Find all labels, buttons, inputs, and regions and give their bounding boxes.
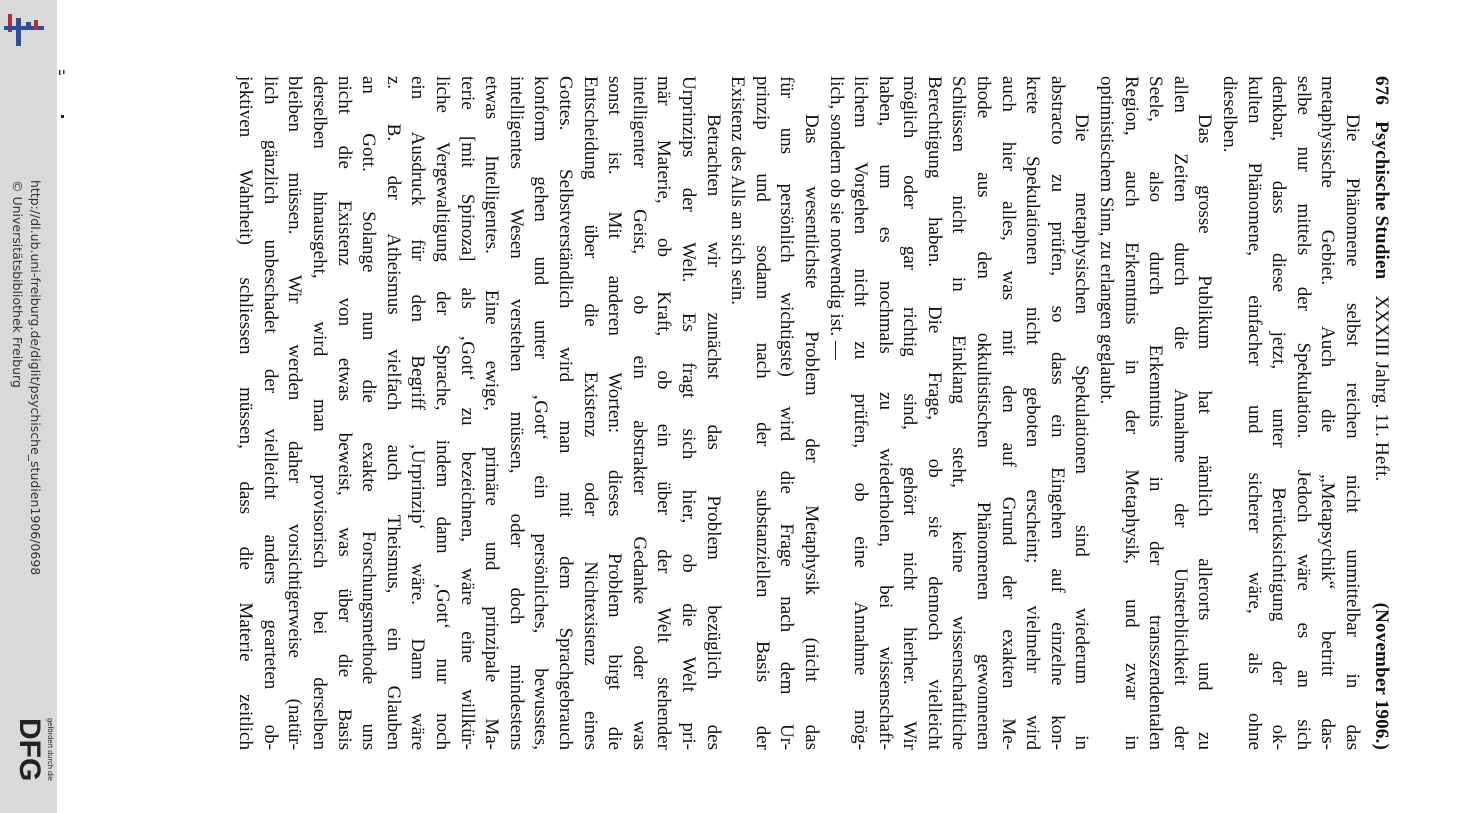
text-line: lichem Vorgehen nicht zu prüfen, ob eine Annahme mög-: [850, 76, 872, 750]
paragraph: [233, 76, 725, 750]
text-line: Die Phänomene selbst reichen nicht unmittelbar in das: [1342, 114, 1363, 750]
text-line: abstracto zu prüfen, so dass ein Eingehen auf einzelne kon-: [1046, 76, 1068, 750]
text-line: an Gott. Solange nun die exakte Forschungsmethode uns: [358, 76, 380, 750]
text-line: Schlüssen nicht in Einklang steht, keine wissenschaftliche: [948, 76, 970, 750]
text-line: Region, auch Erkenntnis in der Metaphysik, und zwar in: [1120, 76, 1142, 750]
journal-title: Psychische Studien: [1371, 121, 1392, 280]
issue-date: (November 1906.): [1371, 602, 1392, 750]
funder-caption: gefördert durch die: [46, 718, 55, 781]
running-head: [1369, 76, 1394, 750]
text-line: Gottes. Selbstverständlich wird man mit dem Sprachgebrauch: [555, 76, 576, 750]
text-line: sonst ist. Mit anderen Worten: dieses Problem birgt die: [604, 76, 626, 750]
document-url[interactable]: http://dl.ub.uni-freiburg.de/diglit/psychische_studien1906/0698: [28, 180, 43, 576]
text-line: ein Ausdruck für den Begriff ‚Urprinzip‘ wäre. Dann wäre: [407, 76, 429, 750]
text-line: etwas Intelligentes. Eine ewige, primäre und prinzipale Ma-: [481, 76, 503, 750]
volume-issue: XXXIII Jahrg. 11. Heft.: [1371, 295, 1392, 482]
paragraph: [1093, 76, 1216, 750]
text-line: mär Materie, ob Kraft, ob ein über der Welt stehender: [653, 76, 675, 750]
text-line: terie [mit Spinoza] als ‚Gott‘ zu bezeichnen, wäre eine willkür-: [456, 76, 478, 750]
text-line: prinzip und sodann nach der substanziellen Basis der: [751, 76, 773, 750]
text-line: jektiven Wahrheit) schliessen müssen, dass die Materie zeitlich: [235, 76, 257, 750]
text-line: auch hier alles, was mit den auf Grund der exakten Me-: [997, 76, 1019, 750]
text-line: lich gänzlich unbeschadet der vielleicht anders gearteten ob-: [259, 76, 281, 750]
dfg-logo-icon: [2, 716, 55, 808]
text-line: thode aus den okkultistischen Phänomenen gewonnenen: [973, 76, 995, 750]
copyright-notice: © Universitätsbibliothek Freiburg: [10, 180, 25, 388]
book-page: [182, 76, 1394, 750]
text-line: denkbar, dass diese jetzt, unter Berücksichtigung der ok-: [1268, 76, 1290, 750]
text-line: Betrachten wir zunächst das Problem bezüglich des: [702, 114, 724, 750]
text-line: intelligenter Geist, ob ein abstrakter Gedanke oder was: [628, 76, 650, 750]
text-line: möglich oder gar richtig sind, gehört nicht hierher. Wir: [899, 76, 921, 750]
text-line: für uns persönlich wichtigste) wird die Frage nach dem Ur-: [776, 76, 798, 750]
page-number: 676: [1371, 76, 1392, 106]
text-line: derselben hinausgeht, wird man provisorisch bei derselben: [309, 76, 331, 750]
paragraph: [1216, 76, 1364, 750]
text-line: Das grosse Publikum hat nämlich allerorts und zu: [1194, 114, 1216, 750]
text-line: optimistischem Sinn, zu erlangen geglaubt.: [1096, 76, 1118, 405]
text-line: Existenz des Alls an sich sein.: [727, 76, 749, 306]
library-logo-icon: [4, 8, 48, 48]
text-line: z. B. der Atheismus vielfach auch Theismus, ein Glauben: [382, 76, 404, 750]
text-line: kulten Phänomene, einfacher und sicherer wäre, als ohne: [1243, 76, 1265, 750]
svg-text:DFG: DFG: [13, 718, 46, 782]
text-line: nicht die Existenz von etwas beweist, was über die Basis: [333, 76, 355, 750]
text-line: haben, um es nochmals zu wiederholen, bei wissenschaft-: [874, 76, 896, 750]
text-line: Berechtigung haben. Die Frage, ob sie dennoch vielleicht: [923, 76, 945, 750]
text-line: selbe nur mittels der Spekulation. Jedoch wäre es an sich: [1292, 76, 1314, 750]
text-line: Seele, also durch Erkenntnis in der transszendentalen: [1145, 76, 1167, 750]
text-line: Die metaphysischen Spekulationen sind wiederum in: [1071, 114, 1093, 750]
text-line: metaphysische Gebiet. Auch die „Metapsychik“ betritt das-: [1317, 76, 1339, 750]
text-line: krete Spekulationen nicht geboten erscheint; vielmehr wird: [1022, 76, 1044, 750]
text-line: lich, sondern ob sie notwendig ist. —: [825, 76, 847, 360]
text-line: bleiben müssen. Wir werden daher vorsichtigerweise (natür-: [284, 76, 306, 750]
page-body: [233, 76, 1364, 750]
text-line: intelligentes Wesen verstehen müssen, oder doch mindestens: [505, 76, 527, 750]
text-line: dieselben.: [1219, 76, 1241, 153]
text-line: Das wesentlichste Problem der Metaphysik (nicht das: [800, 114, 822, 750]
text-line: liche Vergewaltigung der Sprache, indem dann ‚Gott‘ nur noch: [432, 76, 454, 750]
paragraph: [823, 76, 1094, 750]
viewer-sidebar: [0, 0, 57, 813]
text-line: konform gehen und unter ‚Gott‘ ein persönliches, bewusstes,: [530, 76, 552, 750]
scan-specks-icon: [57, 60, 69, 130]
text-line: Urprinzips der Welt. Es fragt sich hier, ob die Welt pri-: [677, 76, 699, 750]
paragraph: [725, 76, 823, 750]
text-line: allen Zeiten durch die Annahme der Unsterblichkeit der: [1169, 76, 1191, 750]
text-line: Entscheidung über die Existenz oder Nichtexistenz eines: [579, 76, 601, 750]
